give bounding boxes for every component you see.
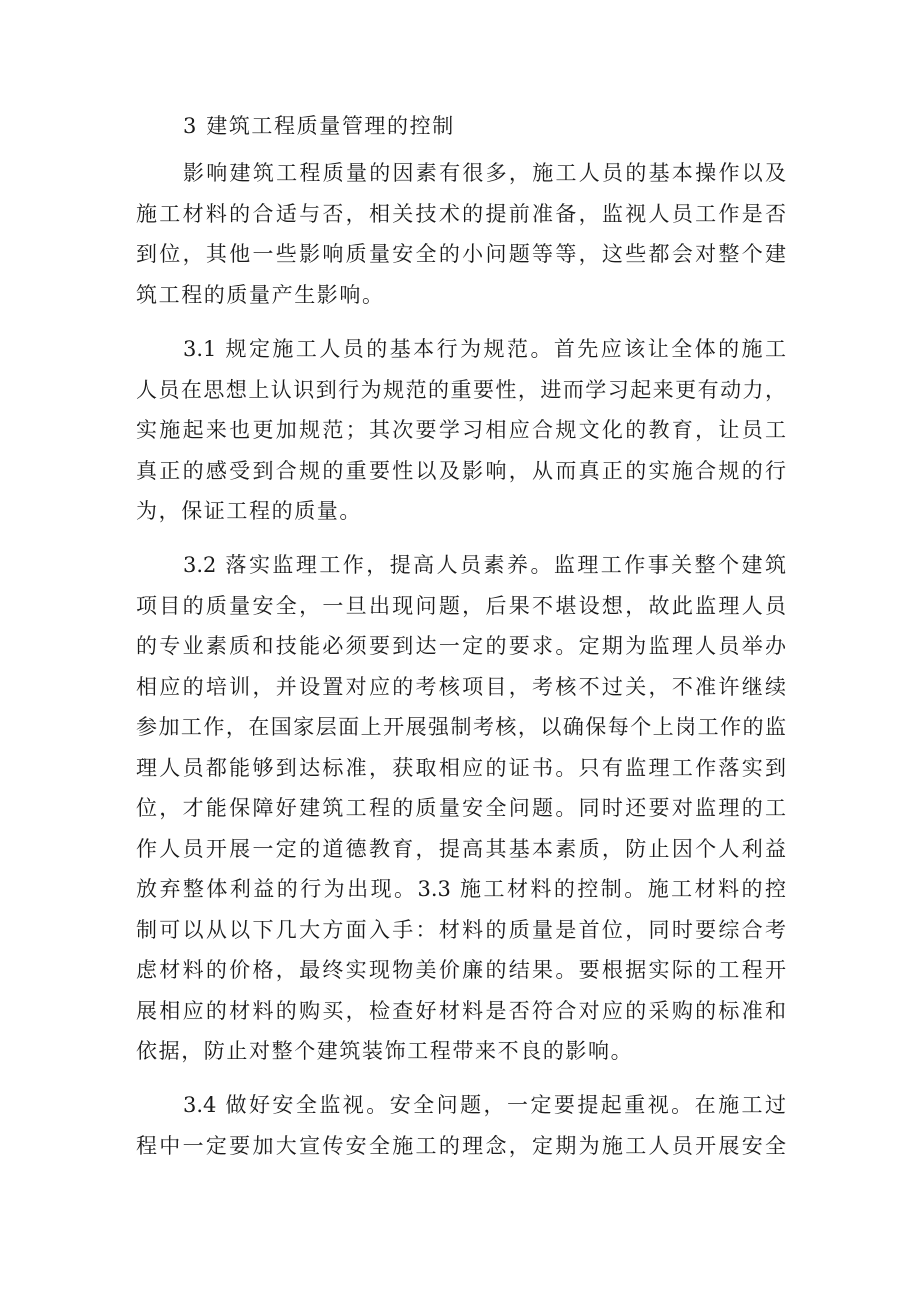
paragraph-4-line-2: 程中一定要加大宣传安全施工的理念，定期为施工人员开展安全 (136, 1134, 786, 1158)
paragraph-4-line-1: 3.4 做好安全监视。安全问题，一定要提起重视。在施工过 (183, 1093, 786, 1117)
paragraph-3-line-4: 相应的培训，并设置对应的考核项目，考核不过关，不准许继续 (136, 675, 786, 699)
paragraph-2-line-1: 3.1 规定施工人员的基本行为规范。首先应该让全体的施工 (183, 337, 786, 361)
paragraph-2-line-3: 实施起来也更加规范；其次要学习相应合规文化的教育，让员工 (136, 418, 786, 442)
paragraph-3-line-5: 参加工作，在国家层面上开展强制考核，以确保每个上岗工作的监 (136, 715, 786, 739)
section-heading: 3 建筑工程质量管理的控制 (183, 114, 455, 138)
paragraph-1-line-1: 影响建筑工程质量的因素有很多，施工人员的基本操作以及 (183, 161, 786, 185)
paragraph-1-line-4: 筑工程的质量产生影响。 (136, 283, 385, 307)
paragraph-3-line-3: 的专业素质和技能必须要到达一定的要求。定期为监理人员举办 (136, 634, 786, 658)
paragraph-2-line-5: 为，保证工程的质量。 (136, 499, 362, 523)
paragraph-3-line-12: 展相应的材料的购买，检查好材料是否符合对应的采购的标准和 (136, 999, 786, 1023)
paragraph-3-line-10: 制可以从以下几大方面入手：材料的质量是首位，同时要综合考 (136, 918, 786, 942)
paragraph-3-line-9: 放弃整体利益的行为出现。3.3 施工材料的控制。施工材料的控 (136, 877, 786, 901)
paragraph-1-line-3: 到位，其他一些影响质量安全的小问题等等，这些都会对整个建 (136, 242, 786, 266)
paragraph-3-line-11: 虑材料的价格，最终实现物美价廉的结果。要根据实际的工程开 (136, 958, 786, 982)
paragraph-3-line-8: 作人员开展一定的道德教育，提高其基本素质，防止因个人利益 (136, 837, 786, 861)
paragraph-3-line-7: 位，才能保障好建筑工程的质量安全问题。同时还要对监理的工 (136, 796, 786, 820)
paragraph-2-line-2: 人员在思想上认识到行为规范的重要性，进而学习起来更有动力， (136, 378, 786, 402)
paragraph-3-line-1: 3.2 落实监理工作，提高人员素养。监理工作事关整个建筑 (183, 553, 786, 577)
paragraph-3-line-2: 项目的质量安全，一旦出现问题，后果不堪设想，故此监理人员 (136, 594, 786, 618)
paragraph-2-line-4: 真正的感受到合规的重要性以及影响，从而真正的实施合规的行 (136, 459, 786, 483)
paragraph-3-line-6: 理人员都能够到达标准，获取相应的证书。只有监理工作落实到 (136, 756, 786, 780)
paragraph-3-line-13: 依据，防止对整个建筑装饰工程带来不良的影响。 (136, 1039, 634, 1063)
paragraph-1-line-2: 施工材料的合适与否，相关技术的提前准备，监视人员工作是否 (136, 202, 786, 226)
